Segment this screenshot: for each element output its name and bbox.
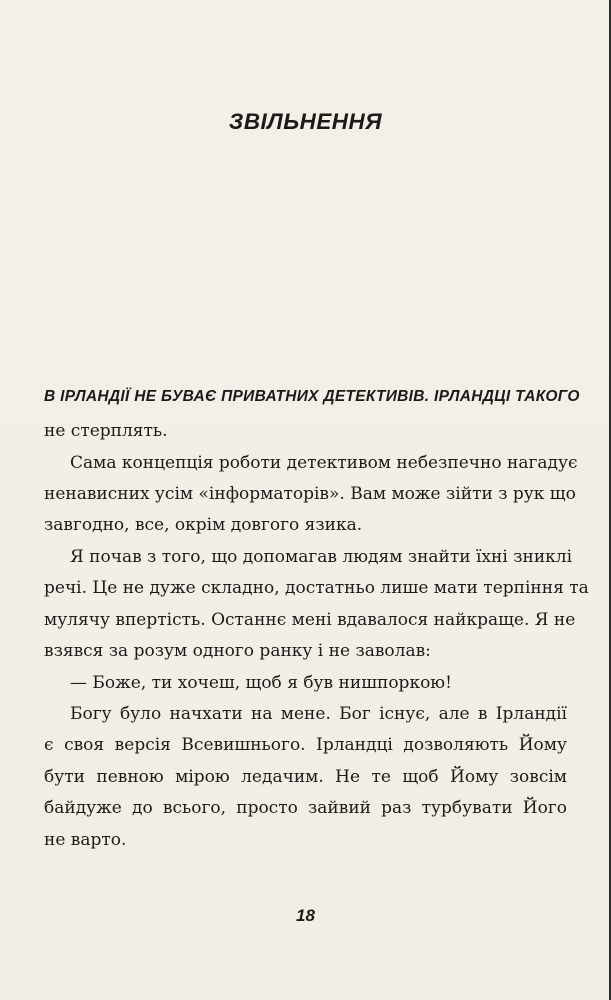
text-line: завгодно, все, окрім довгого язика. <box>44 515 363 535</box>
text-line: Я почав з того, що допомагав людям знайти їхні зниклі <box>70 547 573 567</box>
text-line: не стерплять. <box>44 421 168 441</box>
text-line: — Боже, ти хочеш, щоб я був нишпоркою! <box>70 673 452 693</box>
text-line: взявся за розум одного ранку і не заволав: <box>44 641 431 661</box>
chapter-title: ЗВІЛЬНЕННЯ <box>228 109 383 134</box>
page-number: 18 <box>296 906 315 925</box>
text-line: байдуже до всього, просто зайвий раз турбувати Його <box>44 798 567 818</box>
text-line: речі. Це не дуже складно, достатньо лише мати терпіння та <box>44 578 589 598</box>
text-line: ненависних усім «інформаторів». Вам може зійти з рук що <box>44 484 576 504</box>
text-line: бути певною мірою ледачим. Не те щоб Йому зовсім <box>44 767 567 787</box>
text-line: не варто. <box>44 830 127 850</box>
text-line: мулячу впертість. Останнє мені вдавалося найкраще. Я не <box>44 610 576 630</box>
text-line: є своя версія Всевишнього. Ірландці дозволяють Йому <box>44 735 567 755</box>
lead-caps-line: В ІРЛАНДІЇ НЕ БУВАЄ ПРИВАТНИХ ДЕТЕКТИВІВ. ІРЛАНДЦІ ТАКОГО <box>44 388 580 405</box>
text-line: Сама концепція роботи детективом небезпечно нагадує <box>70 453 578 473</box>
text-line: Богу було начхати на мене. Бог існує, але в Ірландії <box>70 704 567 724</box>
